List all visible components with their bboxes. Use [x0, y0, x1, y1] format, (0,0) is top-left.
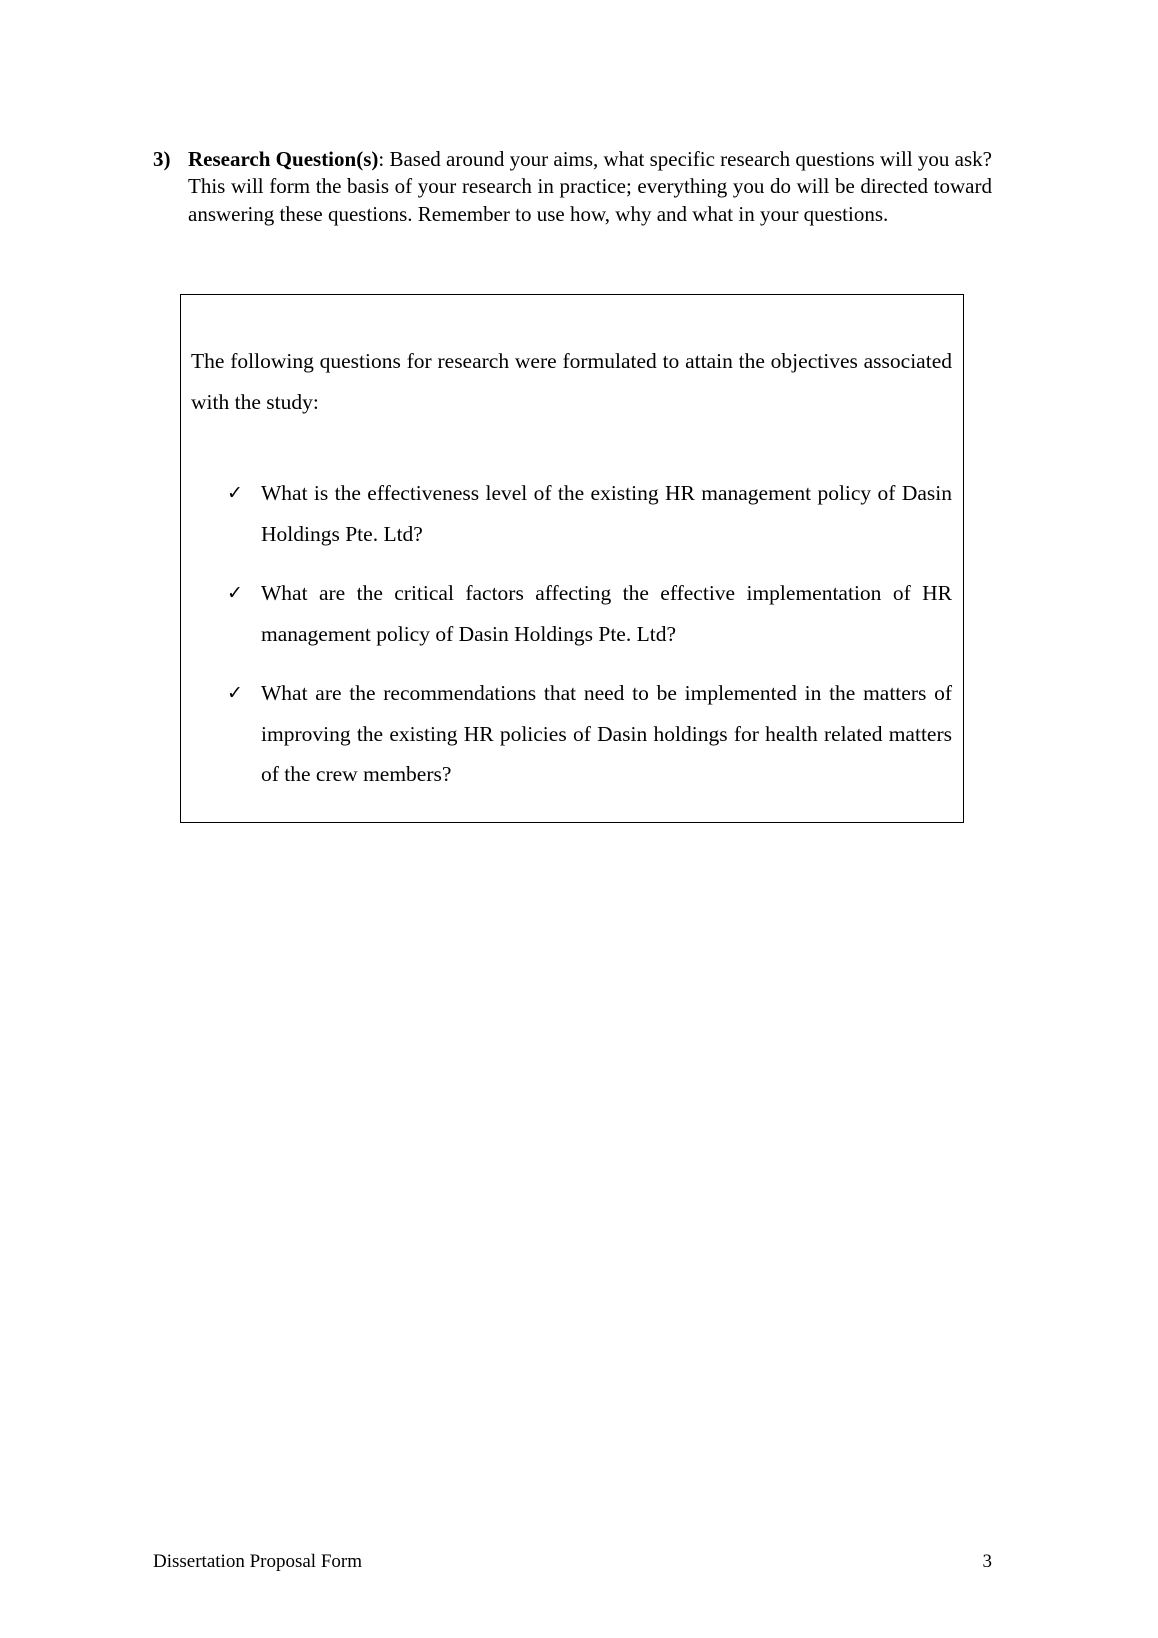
section-prompt-paragraph	[188, 146, 992, 228]
question-text: What are the recommendations that need to be implemented in the matters of improving the existing HR policies of Dasin holdings for health related matters of the crew members?	[261, 681, 952, 786]
research-questions-list	[227, 473, 952, 814]
page-number: 3	[982, 1551, 992, 1572]
research-question-section	[153, 146, 992, 228]
answer-box	[180, 294, 964, 823]
check-icon: ✓	[227, 482, 243, 504]
footer-title: Dissertation Proposal Form	[153, 1551, 362, 1572]
question-text: What are the critical factors affecting the effective implementation of HR management policy of Dasin Holdings Pte. Ltd?	[261, 581, 952, 646]
section-heading: Research Question(s)	[188, 147, 379, 171]
list-item	[227, 573, 952, 654]
check-icon: ✓	[227, 682, 243, 704]
check-icon: ✓	[227, 582, 243, 604]
list-item	[227, 473, 952, 554]
question-text: What is the effectiveness level of the existing HR management policy of Dasin Holdings Pte. Ltd?	[261, 481, 952, 546]
section-number: 3)	[153, 147, 171, 171]
list-item	[227, 673, 952, 795]
section-prompt: : Based around your aims, what specific research questions will you ask? This will form the basis of your research in practice; everything you do will be directed toward answering these questions. Remember to use how, why and what in your questions.	[188, 147, 992, 226]
answer-intro: The following questions for research were formulated to attain the objectives associated with the study:	[191, 349, 952, 414]
